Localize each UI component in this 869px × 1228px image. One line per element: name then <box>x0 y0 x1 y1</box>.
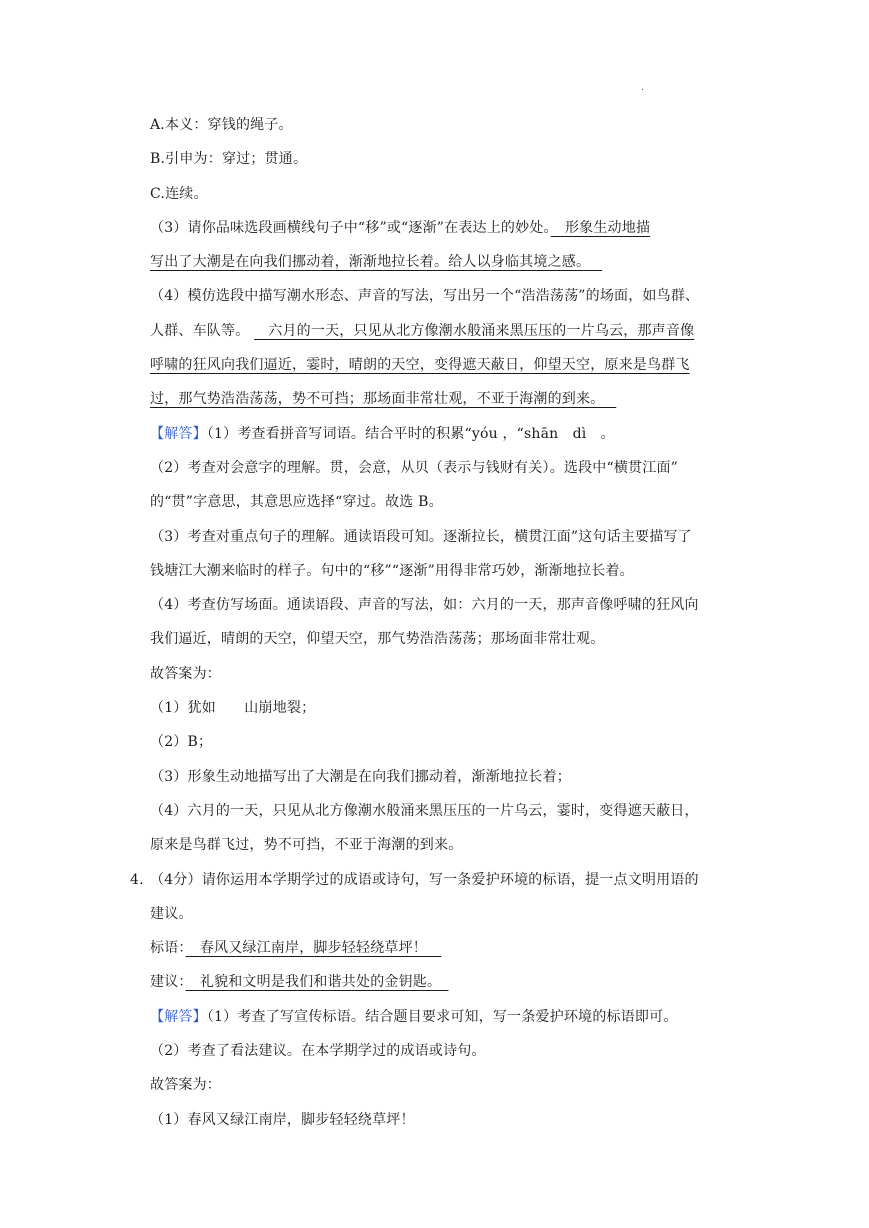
question-3-answer-cont: 写出了大潮是在向我们挪动着，渐渐地拉长着。给人以身临其境之感。 <box>150 254 584 271</box>
question-4-stem-cont: 建议。 <box>150 905 193 922</box>
solution-4-cont: 我们逼近，晴朗的天空，仰望天空，那气势浩浩荡荡；那场面非常壮观。 <box>150 631 605 648</box>
q4-answer-title: 故答案为： <box>150 1077 221 1094</box>
question-3-answer-line <box>150 245 740 279</box>
q4-solution-2: （2）考查了看法建议。在本学期学过的成语或诗句。 <box>150 1043 486 1060</box>
advice-line <box>150 965 740 999</box>
solution-2: （2）考查对会意字的理解。贯，会意，从贝（表示与钱财有关）。选段中“横贯江面” <box>150 459 679 476</box>
q4-answer-1: （1）春风又绿江南岸，脚步轻轻绕草坪！ <box>150 1111 415 1128</box>
solution-4: （4）考查仿写场面。通读语段、声音的写法，如：六月的一天，那声音像呼啸的狂风向 <box>150 597 699 614</box>
solution-2-cont: 的“贯”字意思，其意思应选择“穿过。故选 B。 <box>150 494 443 511</box>
solution-3: （3）考查对重点句子的理解。通读语段可知。逐渐拉长，横贯江面”这句话主要描写了 <box>150 528 692 545</box>
option-c: C.连续。 <box>150 185 208 202</box>
advice-answer: 礼貌和文明是我们和谐共处的金钥匙。 <box>199 974 435 991</box>
solution-1: 【解答】（1）考查看拼音写词语。结合平时的积累“yóu ，“shān dì 。 <box>150 425 615 442</box>
jieda-tag: 【解答】 <box>150 425 207 442</box>
question-3 <box>150 211 740 245</box>
q4-solution-1: 【解答】（1）考查了写宣传标语。结合题目要求可知，写一条爱护环境的标语即可。 <box>150 1008 678 1025</box>
header-mark: . <box>641 82 645 93</box>
answer-4: （4）六月的一天，只见从北方像潮水般涌来黑压压的一片乌云，霎时，变得遮天蔽日， <box>150 802 699 819</box>
question-4 <box>150 314 740 348</box>
answer-3: （3）形象生动地描写出了大潮是在向我们挪动着，渐渐地拉长着； <box>150 768 571 785</box>
slogan-answer: 春风又绿江南岸，脚步轻轻绕草坪！ <box>199 940 428 957</box>
question-4-text-cont: 人群、车队等。 <box>150 322 250 339</box>
document-page <box>130 108 740 1137</box>
question-4-answer-line-3: 过，那气势浩浩荡荡，势不可挡；那场面非常壮观，不亚于海潮的到来。 <box>150 391 598 408</box>
solution-3-cont: 钱塘江大潮来临时的样子。句中的“移”“逐渐”用得非常巧妙，渐渐地拉长着。 <box>150 562 634 579</box>
answer-4-cont: 原来是鸟群飞过，势不可挡，不亚于海潮的到来。 <box>150 837 463 854</box>
advice-label: 建议： <box>150 974 186 991</box>
slogan-line <box>150 931 740 965</box>
question-number: 4. <box>130 871 144 888</box>
answer-2: （2）B； <box>150 734 213 751</box>
question-3-answer: 形象生动地描 <box>564 219 651 236</box>
answer-title: 故答案为： <box>150 665 221 682</box>
jieda-tag: 【解答】 <box>150 1008 207 1025</box>
question-3-text: （3）请你品味选段画横线句子中“移”或“逐渐”在表达上的妙处。 <box>150 219 551 236</box>
option-a: A.本义：穿钱的绳子。 <box>150 117 293 133</box>
question-4-stem: 4. （4分）请你运用本学期学过的成语或诗句，写一条爱护环境的标语，提一点文明用语的 <box>150 863 740 897</box>
option-b: B.引申为：穿过；贯通。 <box>150 151 308 168</box>
answer-1: （1）犹如 山崩地裂； <box>150 700 316 717</box>
question-4-answer-line-2: 呼啸的狂风向我们逼近，霎时，晴朗的天空，变得遮天蔽日，仰望天空，原来是鸟群飞 <box>150 357 690 374</box>
question-4-answer: 六月的一天，只见从北方像潮水般涌来黑压压的一片乌云，那声音像 <box>268 322 695 339</box>
slogan-label: 标语： <box>150 940 186 957</box>
question-4-text: （4）模仿选段中描写潮水形态、声音的写法，写出另一个“浩浩荡荡”的场面，如鸟群、 <box>150 288 700 305</box>
